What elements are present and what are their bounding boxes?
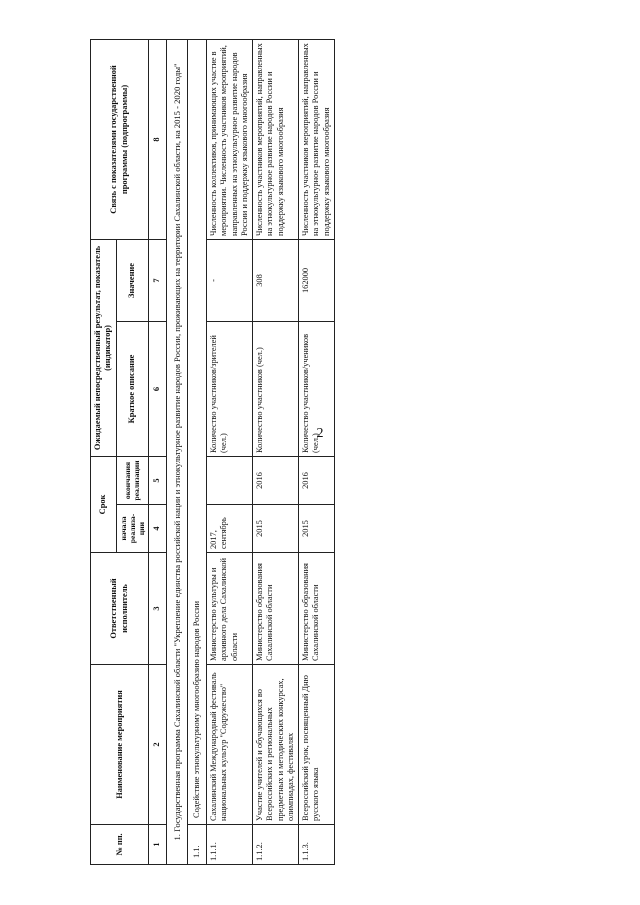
row-number: 1.1.3. bbox=[299, 825, 335, 865]
table-row bbox=[253, 39, 299, 864]
program-link: Численность участников мероприятий, направленных на этнокультурное развитие народов России и поддержку языкового многообразия bbox=[299, 39, 335, 239]
program-link: Численность участников мероприятий, направленных на этнокультурное развитие народов России и поддержку языкового многообразия bbox=[253, 39, 299, 239]
rotated-table-container bbox=[90, 40, 510, 865]
col-number: 5 bbox=[149, 456, 166, 504]
result-value: 162000 bbox=[299, 239, 335, 321]
term-end: 2016 bbox=[299, 456, 335, 504]
event-name: Всероссийский урок, посвященный Дню русского языка bbox=[299, 665, 335, 825]
header-row-1 bbox=[91, 39, 117, 864]
program-table bbox=[90, 39, 335, 865]
header-result: Ожидаемый непосредственный результат, показатель (индикатор) bbox=[91, 239, 117, 456]
col-number: 1 bbox=[149, 825, 166, 865]
header-term-start: начала реализа-ции bbox=[116, 505, 149, 553]
table-row bbox=[299, 39, 335, 864]
row-number: 1.1.2. bbox=[253, 825, 299, 865]
executor: Министерство образования Сахалинской области bbox=[253, 553, 299, 665]
header-result-value: Значение bbox=[116, 239, 149, 321]
program-link: Численность коллективов, принимающих участие в мероприятии. Численность участников мероприятий, направленных на этнокультурное развитие народов России и поддержку языкового многообразия bbox=[207, 39, 253, 239]
section-title: Содействие этнокультурному многообразию народов России bbox=[187, 39, 206, 824]
event-name: Участие учителей и обучающихся во Всероссийских и региональных предметных и методических конкурсах, олимпиадах, фестивалях bbox=[253, 665, 299, 825]
program-title: 1. Государственная программа Сахалинской области "Укрепление единства российской нации и этнокультурное развитие народов России, проживающих на территории Сахалинской области, на 2015 - 2020 годы" bbox=[166, 39, 187, 864]
col-number: 6 bbox=[149, 321, 166, 456]
term-end bbox=[207, 456, 253, 504]
header-event-name: Наименование мероприятия bbox=[91, 665, 149, 825]
event-name: Сахалинский Международный фестиваль национальных культур "Содружество" bbox=[207, 665, 253, 825]
page-number: 2 bbox=[316, 426, 324, 441]
header-term: Срок bbox=[91, 456, 117, 552]
result-description: Количество участников/учеников (чел.) bbox=[299, 321, 335, 456]
section-row bbox=[187, 39, 206, 864]
header-number: № пп. bbox=[91, 825, 149, 865]
term-start: 2015 bbox=[253, 505, 299, 553]
header-result-desc: Краткое описание bbox=[116, 321, 149, 456]
result-description: Количество участников/зрителей (чел.) bbox=[207, 321, 253, 456]
result-value: - bbox=[207, 239, 253, 321]
term-start: 2017, сентябрь bbox=[207, 505, 253, 553]
table-row bbox=[207, 39, 253, 864]
term-end: 2016 bbox=[253, 456, 299, 504]
col-number: 2 bbox=[149, 665, 166, 825]
executor: Министерство образования Сахалинской области bbox=[299, 553, 335, 665]
term-start: 2015 bbox=[299, 505, 335, 553]
column-number-row bbox=[149, 39, 166, 864]
executor: Министерство культуры и архивного дела Сахалинской области bbox=[207, 553, 253, 665]
col-number: 4 bbox=[149, 505, 166, 553]
section-number: 1.1. bbox=[187, 825, 206, 865]
program-title-row bbox=[166, 39, 187, 864]
result-description: Количество участников (чел.) bbox=[253, 321, 299, 456]
header-executor: Ответственный исполнитель bbox=[91, 553, 149, 665]
header-term-end: окончания реализации bbox=[116, 456, 149, 504]
header-link: Связь с показателями государственной программы (подпрограммы) bbox=[91, 39, 149, 239]
col-number: 7 bbox=[149, 239, 166, 321]
col-number: 3 bbox=[149, 553, 166, 665]
result-value: 308 bbox=[253, 239, 299, 321]
row-number: 1.1.1. bbox=[207, 825, 253, 865]
col-number: 8 bbox=[149, 39, 166, 239]
